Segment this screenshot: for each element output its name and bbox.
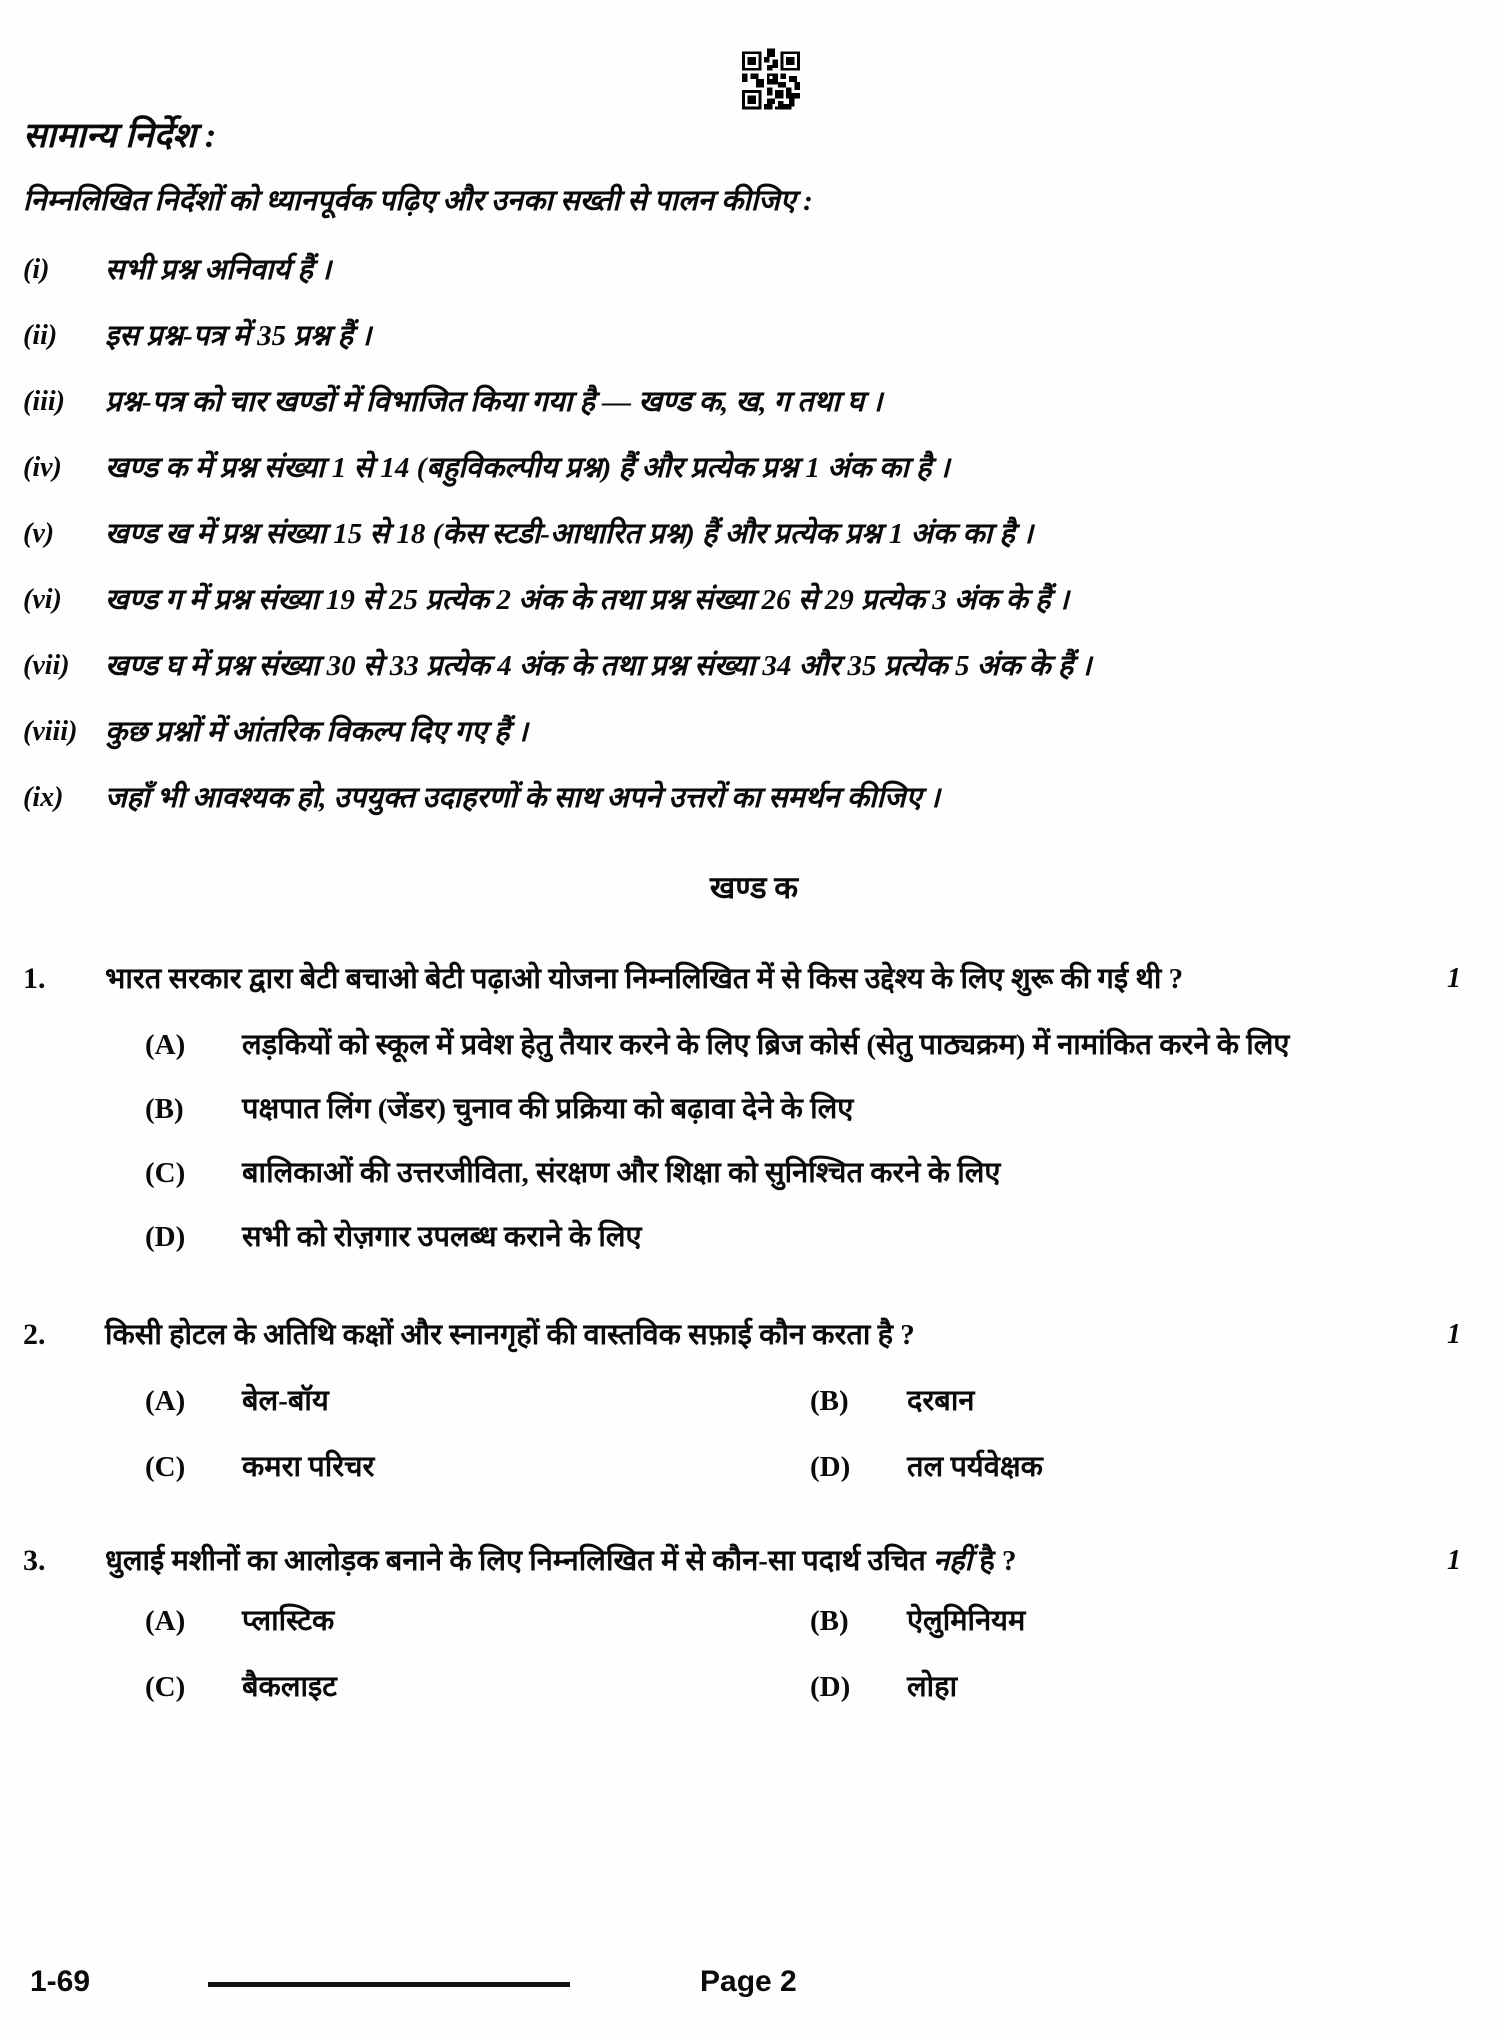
- instruction-text: जहाँ भी आवश्यक हो, उपयुक्त उदाहरणों के साथ अपने उत्तरों का समर्थन कीजिए ।: [105, 782, 940, 814]
- instruction-number: (i): [23, 254, 50, 285]
- general-instructions-intro: निम्नलिखित निर्देशों को ध्यानपूर्वक पढ़िए और उनका सख्ती से पालन कीजिए :: [23, 185, 813, 217]
- instruction-number: (ix): [23, 782, 64, 813]
- instruction-number: (viii): [23, 716, 78, 747]
- option-row: [145, 1150, 1485, 1196]
- instruction-number: (iii): [23, 386, 65, 417]
- option-row: [145, 1378, 1485, 1424]
- qr-code: [742, 48, 800, 110]
- footer-divider-line: [208, 1982, 570, 1987]
- instruction-text: कुछ प्रश्नों में आंतरिक विकल्प दिए गए हैं ।: [105, 716, 528, 748]
- instruction-item: [23, 314, 1485, 358]
- instruction-item: [23, 380, 1485, 424]
- instruction-number: (vi): [23, 584, 62, 615]
- question-3: [23, 1538, 1485, 1710]
- option-row: [145, 1214, 1485, 1260]
- instruction-text: खण्ड ग में प्रश्न संख्या 19 से 25 प्रत्येक 2 अंक के तथा प्रश्न संख्या 26 से 29 प्रत्येक 3 अंक के हैं ।: [105, 584, 1069, 616]
- question-marks: 1: [1447, 1319, 1461, 1350]
- question-1: [23, 956, 1485, 1260]
- option-text: पक्षपात लिंग (जेंडर) चुनाव की प्रक्रिया को बढ़ावा देने के लिए: [242, 1093, 854, 1125]
- option-label: (D): [145, 1221, 186, 1253]
- question-text: [105, 1538, 1415, 1584]
- question-number: 3.: [23, 1544, 46, 1577]
- section-heading: खण्ड क: [709, 870, 799, 905]
- general-instructions-list: [23, 248, 1485, 820]
- option-text: तल पर्यवेक्षक: [907, 1451, 1043, 1483]
- question-number: 2.: [23, 1318, 46, 1351]
- question-text-emphasis: नहीं: [933, 1545, 973, 1577]
- instruction-item: [23, 710, 1485, 754]
- question-marks: 1: [1447, 963, 1461, 994]
- option-text: दरबान: [907, 1385, 975, 1417]
- instruction-item: [23, 644, 1485, 688]
- option-label: (B): [145, 1093, 184, 1125]
- instruction-item: [23, 776, 1485, 820]
- option-text: बालिकाओं की उत्तरजीविता, संरक्षण और शिक्षा को सुनिश्चित करने के लिए: [242, 1157, 1001, 1189]
- question-text: भारत सरकार द्वारा बेटी बचाओ बेटी पढ़ाओ योजना निम्नलिखित में से किस उद्देश्य के लिए शुरू की गई थी ?: [105, 963, 1184, 995]
- option-text: लोहा: [907, 1671, 958, 1703]
- options-list: [23, 1598, 1485, 1710]
- instruction-text: इस प्रश्न-पत्र में 35 प्रश्न हैं ।: [105, 320, 372, 352]
- instruction-text: प्रश्न-पत्र को चार खण्डों में विभाजित किया गया है — खण्ड क, ख, ग तथा घ ।: [105, 386, 883, 418]
- options-list: [23, 1378, 1485, 1490]
- page-footer: [0, 1962, 1505, 2008]
- instruction-text: खण्ड घ में प्रश्न संख्या 30 से 33 प्रत्येक 4 अंक के तथा प्रश्न संख्या 34 और 35 प्रत्येक 5 अंक के हैं ।: [105, 650, 1092, 682]
- option-text: बैकलाइट: [242, 1671, 337, 1703]
- question-2: [23, 1312, 1485, 1490]
- options-list: [23, 1022, 1485, 1260]
- question-text-main: धुलाई मशीनों का आलोड़क बनाने के लिए निम्नलिखित में से कौन-सा पदार्थ उचित: [105, 1545, 934, 1577]
- instruction-item: [23, 578, 1485, 622]
- instruction-number: (v): [23, 518, 55, 549]
- option-text: ऐलुमिनियम: [907, 1605, 1026, 1637]
- instruction-number: (vii): [23, 650, 70, 681]
- option-label: (C): [145, 1451, 186, 1483]
- instruction-item: [23, 248, 1485, 292]
- option-label: (A): [145, 1029, 186, 1061]
- question-text-suffix: है ?: [972, 1545, 1017, 1577]
- option-text: सभी को रोज़गार उपलब्ध कराने के लिए: [242, 1221, 642, 1253]
- option-label: (D): [810, 1451, 851, 1483]
- option-label: (B): [810, 1605, 849, 1637]
- option-label: (B): [810, 1385, 849, 1417]
- instruction-text: खण्ड क में प्रश्न संख्या 1 से 14 (बहुविकल्पीय प्रश्न) हैं और प्रत्येक प्रश्न 1 अंक का है ।: [105, 452, 950, 484]
- option-text: प्लास्टिक: [242, 1605, 335, 1637]
- option-label: (C): [145, 1157, 186, 1189]
- general-instructions-heading: सामान्य निर्देश :: [23, 116, 217, 155]
- option-row: [145, 1664, 1485, 1710]
- option-row: [145, 1598, 1485, 1644]
- option-text: लड़कियों को स्कूल में प्रवेश हेतु तैयार करने के लिए ब्रिज कोर्स (सेतु पाठ्यक्रम) में नामांकित करने के लिए: [242, 1029, 1290, 1061]
- option-row: [145, 1022, 1485, 1068]
- option-row: [145, 1086, 1485, 1132]
- question-marks: 1: [1447, 1545, 1461, 1576]
- option-text: बेल-बॉय: [242, 1385, 329, 1417]
- option-text: कमरा परिचर: [242, 1451, 375, 1483]
- instruction-number: (ii): [23, 320, 58, 351]
- question-text: किसी होटल के अतिथि कक्षों और स्नानगृहों की वास्तविक सफ़ाई कौन करता है ?: [105, 1319, 915, 1351]
- question-number: 1.: [23, 962, 46, 995]
- instruction-text: खण्ड ख में प्रश्न संख्या 15 से 18 (केस स्टडी-आधारित प्रश्न) हैं और प्रत्येक प्रश्न 1 अंक का है ।: [105, 518, 1034, 550]
- option-label: (A): [145, 1605, 186, 1637]
- instruction-item: [23, 446, 1485, 490]
- option-label: (C): [145, 1671, 186, 1703]
- option-row: [145, 1444, 1485, 1490]
- instruction-number: (iv): [23, 452, 62, 483]
- paper-code: 1-69: [30, 1965, 91, 1998]
- page-number: Page 2: [700, 1965, 797, 1998]
- instruction-text: सभी प्रश्न अनिवार्य हैं ।: [105, 254, 332, 286]
- option-label: (A): [145, 1385, 186, 1417]
- instruction-item: [23, 512, 1485, 556]
- option-label: (D): [810, 1671, 851, 1703]
